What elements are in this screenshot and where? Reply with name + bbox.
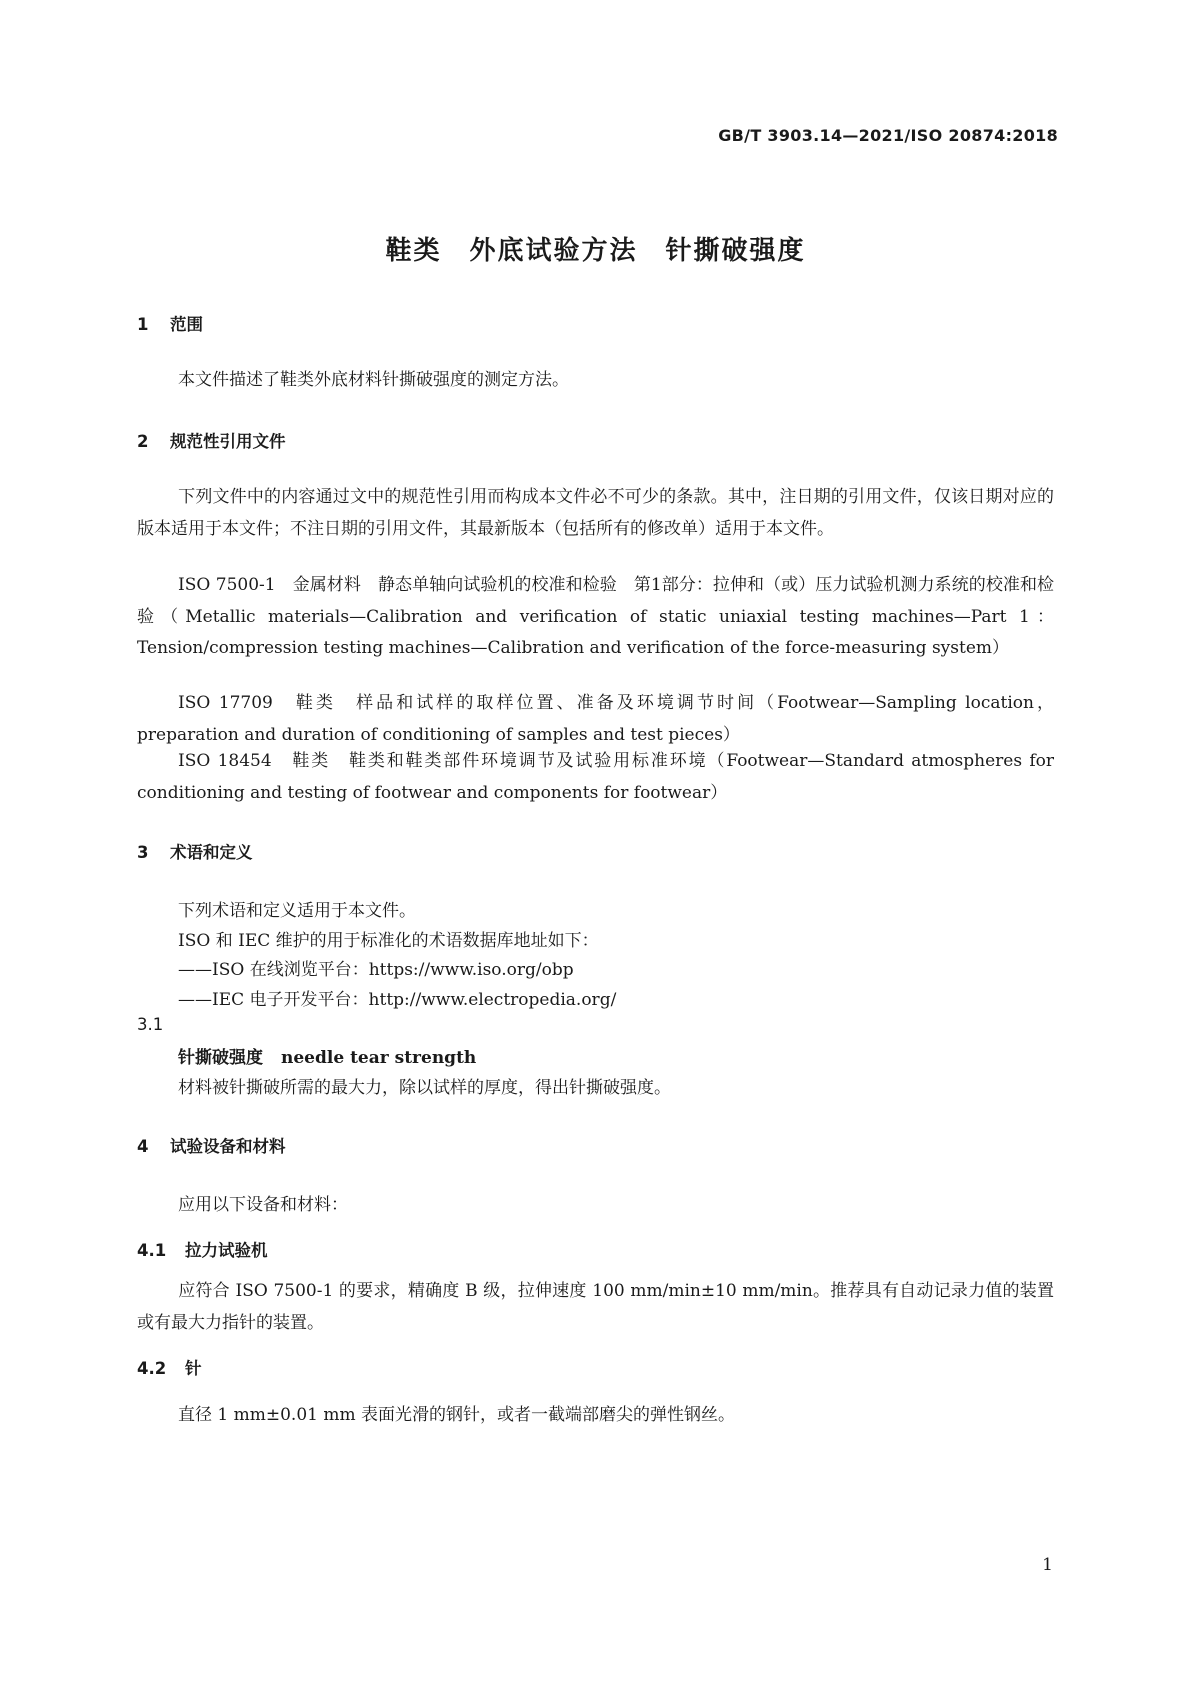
- section-4-1-paragraph: 应符合 ISO 7500-1 的要求，精确度 B 级，拉伸速度 100 mm/min±10 mm/min。推荐具有自动记录力值的装置或有最大力指针的装置。: [137, 1281, 1054, 1333]
- term-definition: 材料被针撕破所需的最大力，除以试样的厚度，得出针撕破强度。: [178, 1078, 671, 1098]
- section-number: 4.1: [137, 1241, 167, 1260]
- section-number: 3: [137, 843, 149, 862]
- term-en: needle tear strength: [281, 1048, 477, 1068]
- iso-obp-link[interactable]: ——ISO 在线浏览平台：https://www.iso.org/obp: [178, 960, 574, 980]
- page-number: 1: [1042, 1555, 1053, 1575]
- standard-code: GB/T 3903.14—2021/ISO 20874:2018: [718, 126, 1058, 145]
- section-4-1-heading: [137, 1237, 268, 1261]
- section-title: 规范性引用文件: [170, 432, 286, 451]
- section-title: 针: [185, 1359, 202, 1378]
- section-1-paragraph: 本文件描述了鞋类外底材料针撕破强度的测定方法。: [178, 370, 569, 390]
- section-4-heading: [137, 1133, 286, 1157]
- section-2-heading: [137, 428, 286, 452]
- section-title: 试验设备和材料: [170, 1137, 286, 1156]
- terms-intro-line: 下列术语和定义适用于本文件。: [178, 901, 416, 921]
- section-4-2-heading: [137, 1355, 202, 1379]
- terms-database-line: ISO 和 IEC 维护的用于标准化的术语数据库地址如下：: [178, 931, 599, 951]
- iec-electropedia-link[interactable]: ——IEC 电子开发平台：http://www.electropedia.org/: [178, 990, 617, 1010]
- reference-iso-18454: ISO 18454 鞋类 鞋类和鞋类部件环境调节及试验用标准环境（Footwear—Standard atmospheres for conditioning and testing of footwear and components for footwear）: [137, 751, 1054, 803]
- document-title: 鞋类 外底试验方法 针撕破强度: [385, 236, 806, 266]
- reference-iso-17709: ISO 17709 鞋类 样品和试样的取样位置、准备及环境调节时间（Footwear—Sampling location，preparation and duration of conditioning of samples and test pieces）: [137, 693, 1054, 745]
- term-heading: [178, 1043, 476, 1068]
- section-number: 1: [137, 315, 149, 334]
- section-number: 4.2: [137, 1359, 167, 1378]
- section-2-intro: 下列文件中的内容通过文中的规范性引用而构成本文件必不可少的条款。其中，注日期的引用文件，仅该日期对应的版本适用于本文件；不注日期的引用文件，其最新版本（包括所有的修改单）适用于本文件。: [137, 487, 1054, 539]
- section-1-heading: [137, 311, 203, 335]
- section-title: 范围: [170, 315, 203, 334]
- term-number: 3.1: [137, 1015, 164, 1034]
- section-number: 2: [137, 432, 149, 451]
- section-4-intro: 应用以下设备和材料：: [178, 1195, 348, 1215]
- section-title: 拉力试验机: [185, 1241, 268, 1260]
- reference-iso-7500-1: ISO 7500-1 金属材料 静态单轴向试验机的校准和检验 第1部分：拉伸和（或）压力试验机测力系统的校准和检验（Metallic materials—Calibration and verification of static uniaxial testing machines—Part 1：Tension/compression testing machines—Calibration and verification of the force-measuring system）: [137, 575, 1054, 658]
- section-4-2-paragraph: 直径 1 mm±0.01 mm 表面光滑的钢针，或者一截端部磨尖的弹性钢丝。: [178, 1405, 736, 1425]
- term-zh: 针撕破强度: [178, 1048, 263, 1068]
- section-number: 4: [137, 1137, 149, 1156]
- section-3-heading: [137, 839, 253, 863]
- section-title: 术语和定义: [170, 843, 253, 862]
